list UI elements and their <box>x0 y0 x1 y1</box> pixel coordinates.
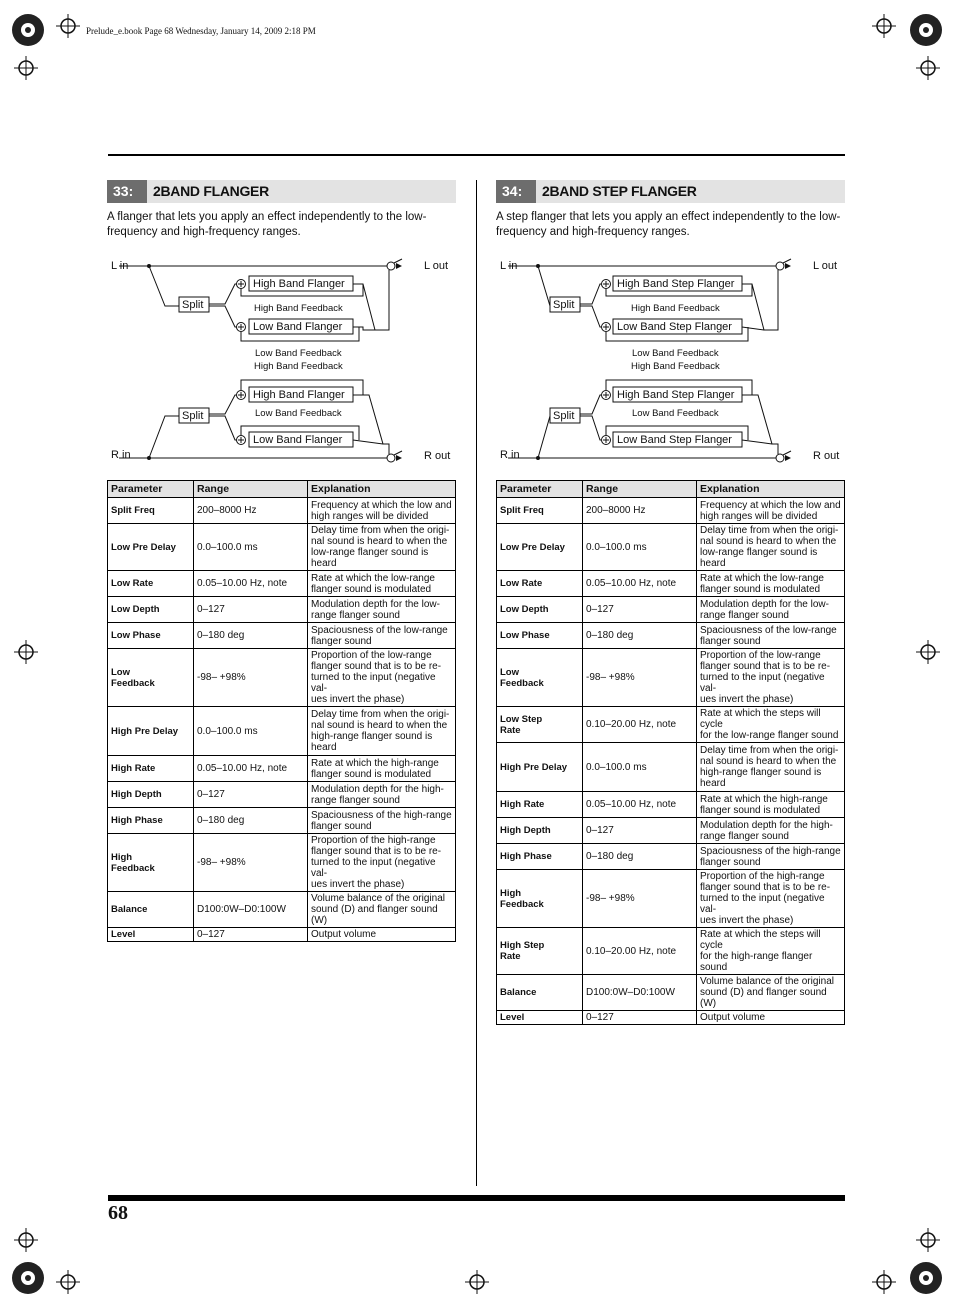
table-row <box>108 928 456 942</box>
param-name: Low Step Rate <box>497 707 583 743</box>
section-title: 2BAND STEP FLANGER <box>542 183 697 199</box>
signal-flow-diagram <box>496 256 845 476</box>
table-row <box>108 834 456 892</box>
param-name: Low Pre Delay <box>497 524 583 571</box>
low-band-block: Low Band Flanger <box>253 321 343 333</box>
param-explanation: Proportion of the high-range flanger sound that is to be re- turned to the input (negative val- ues invert the phase) <box>308 834 456 892</box>
table-row <box>497 743 845 792</box>
crosshair-icon <box>916 640 940 664</box>
table-row <box>108 707 456 756</box>
r-in-label: R in <box>111 449 131 461</box>
param-explanation: Modulation depth for the high- range flanger sound <box>697 818 845 844</box>
param-range: 0.05–10.00 Hz, note <box>194 571 308 597</box>
split-block: Split <box>182 299 204 311</box>
crosshair-icon <box>916 56 940 80</box>
section-intro: A step flanger that lets you apply an effect independently to the low-frequency and high-frequency ranges. <box>496 211 841 238</box>
param-explanation: Delay time from when the origi- nal sound is heard to when the low-range flanger sound is heard <box>308 524 456 571</box>
col-header-range: Range <box>194 481 308 498</box>
table-row <box>497 870 845 928</box>
param-range: -98– +98% <box>583 870 697 928</box>
crosshair-icon <box>916 1228 940 1252</box>
table-row <box>108 649 456 707</box>
signal-flow-diagram <box>107 256 456 476</box>
table-row <box>497 792 845 818</box>
param-name: High Rate <box>108 756 194 782</box>
param-explanation: Output volume <box>308 928 456 942</box>
param-explanation: Spaciousness of the low-range flanger sound <box>697 623 845 649</box>
param-range: 200–8000 Hz <box>583 498 697 524</box>
param-name: Split Freq <box>497 498 583 524</box>
print-header: Prelude_e.book Page 68 Wednesday, January 14, 2009 2:18 PM <box>86 26 316 36</box>
section-2band-flanger <box>107 180 456 940</box>
param-name: Balance <box>108 892 194 928</box>
crosshair-icon <box>872 1270 896 1294</box>
low-band-block: Low Band Step Flanger <box>617 321 732 333</box>
col-header-explanation: Explanation <box>697 481 845 498</box>
param-explanation: Proportion of the low-range flanger sound that is to be re- turned to the input (negative val- ues invert the phase) <box>308 649 456 707</box>
param-name: High Phase <box>108 808 194 834</box>
l-out-label: L out <box>813 260 838 272</box>
registration-mark-icon <box>8 10 48 50</box>
column-divider <box>476 180 477 1186</box>
param-explanation: Modulation depth for the low- range flanger sound <box>308 597 456 623</box>
split-block: Split <box>553 299 575 311</box>
table-row <box>108 756 456 782</box>
table-row <box>108 524 456 571</box>
param-name: Low Depth <box>108 597 194 623</box>
col-header-range: Range <box>583 481 697 498</box>
param-explanation: Frequency at which the low and high ranges will be divided <box>308 498 456 524</box>
param-explanation: Modulation depth for the low- range flanger sound <box>697 597 845 623</box>
parameter-table <box>496 480 845 1025</box>
param-range: 200–8000 Hz <box>194 498 308 524</box>
split-block: Split <box>182 410 204 422</box>
table-row <box>497 818 845 844</box>
param-range: -98– +98% <box>194 649 308 707</box>
high-feedback-label: High Band Feedback <box>254 303 343 314</box>
param-name: Low Rate <box>497 571 583 597</box>
parameter-table <box>107 480 456 942</box>
table-row <box>108 808 456 834</box>
table-row <box>108 892 456 928</box>
col-header-parameter: Parameter <box>108 481 194 498</box>
param-explanation: Volume balance of the original sound (D) and flanger sound (W) <box>308 892 456 928</box>
param-name: Split Freq <box>108 498 194 524</box>
param-explanation: Modulation depth for the high- range flanger sound <box>308 782 456 808</box>
param-explanation: Rate at which the high-range flanger sound is modulated <box>697 792 845 818</box>
param-name: High Depth <box>108 782 194 808</box>
col-header-explanation: Explanation <box>308 481 456 498</box>
param-name: High Feedback <box>108 834 194 892</box>
table-row <box>497 571 845 597</box>
param-explanation: Output volume <box>697 1011 845 1025</box>
param-explanation: Delay time from when the origi- nal sound is heard to when the high-range flanger sound is heard <box>697 743 845 792</box>
param-explanation: Spaciousness of the high-range flanger sound <box>697 844 845 870</box>
crosshair-icon <box>14 56 38 80</box>
crosshair-icon <box>56 1270 80 1294</box>
low-feedback-label: Low Band Feedback <box>255 408 342 419</box>
param-range: 0–127 <box>194 597 308 623</box>
low-feedback-label: Low Band Feedback <box>632 408 719 419</box>
low-feedback-label: Low Band Feedback <box>632 348 719 359</box>
crosshair-icon <box>56 14 80 38</box>
param-name: Low Pre Delay <box>108 524 194 571</box>
section-intro: A flanger that lets you apply an effect independently to the low-frequency and high-frequency ranges. <box>107 211 427 238</box>
high-feedback-label: High Band Feedback <box>631 361 720 372</box>
registration-mark-icon <box>906 1258 946 1298</box>
param-explanation: Volume balance of the original sound (D) and flanger sound (W) <box>697 975 845 1011</box>
l-in-label: L in <box>111 260 129 272</box>
table-row <box>108 782 456 808</box>
top-rule <box>108 154 845 156</box>
param-range: 0–127 <box>194 928 308 942</box>
l-out-label: L out <box>424 260 449 272</box>
registration-mark-icon <box>906 10 946 50</box>
r-in-label: R in <box>500 449 520 461</box>
table-row <box>497 623 845 649</box>
param-range: 0.05–10.00 Hz, note <box>194 756 308 782</box>
param-range: 0.0–100.0 ms <box>583 524 697 571</box>
param-range: 0–127 <box>194 782 308 808</box>
registration-mark-icon <box>8 1258 48 1298</box>
table-row <box>497 928 845 975</box>
crosshair-icon <box>465 1270 489 1294</box>
section-number: 34: <box>496 180 536 203</box>
section-title: 2BAND FLANGER <box>153 183 269 199</box>
param-explanation: Spaciousness of the high-range flanger sound <box>308 808 456 834</box>
param-range: 0.05–10.00 Hz, note <box>583 571 697 597</box>
page-number: 68 <box>108 1202 128 1224</box>
table-row <box>497 844 845 870</box>
table-row <box>108 571 456 597</box>
crosshair-icon <box>872 14 896 38</box>
table-row <box>497 649 845 707</box>
section-header <box>496 180 845 203</box>
param-range: D100:0W–D0:100W <box>583 975 697 1011</box>
param-name: Low Depth <box>497 597 583 623</box>
param-name: High Pre Delay <box>497 743 583 792</box>
r-out-label: R out <box>424 450 451 462</box>
param-explanation: Rate at which the low-range flanger sound is modulated <box>308 571 456 597</box>
low-feedback-label: Low Band Feedback <box>255 348 342 359</box>
param-explanation: Delay time from when the origi- nal sound is heard to when the low-range flanger sound is heard <box>697 524 845 571</box>
param-name: Low Rate <box>108 571 194 597</box>
param-range: 0–180 deg <box>583 623 697 649</box>
high-feedback-label: High Band Feedback <box>254 361 343 372</box>
section-2band-step-flanger <box>496 180 845 1023</box>
param-range: -98– +98% <box>194 834 308 892</box>
param-range: 0–127 <box>583 818 697 844</box>
param-name: High Pre Delay <box>108 707 194 756</box>
r-out-label: R out <box>813 450 840 462</box>
param-range: 0–180 deg <box>583 844 697 870</box>
param-name: High Depth <box>497 818 583 844</box>
table-row <box>497 707 845 743</box>
high-band-block: High Band Flanger <box>253 389 345 401</box>
param-name: Balance <box>497 975 583 1011</box>
param-name: Low Feedback <box>497 649 583 707</box>
param-explanation: Rate at which the steps will cycle for the high-range flanger sound <box>697 928 845 975</box>
param-range: 0.0–100.0 ms <box>194 707 308 756</box>
param-name: Level <box>497 1011 583 1025</box>
param-range: D100:0W–D0:100W <box>194 892 308 928</box>
table-row <box>497 1011 845 1025</box>
param-range: 0–127 <box>583 1011 697 1025</box>
param-explanation: Rate at which the high-range flanger sound is modulated <box>308 756 456 782</box>
param-name: High Phase <box>497 844 583 870</box>
low-band-block: Low Band Flanger <box>253 434 343 446</box>
crosshair-icon <box>14 640 38 664</box>
low-band-block: Low Band Step Flanger <box>617 434 732 446</box>
table-row <box>108 498 456 524</box>
param-range: 0.05–10.00 Hz, note <box>583 792 697 818</box>
param-range: -98– +98% <box>583 649 697 707</box>
param-range: 0.0–100.0 ms <box>583 743 697 792</box>
param-range: 0–180 deg <box>194 623 308 649</box>
l-in-label: L in <box>500 260 518 272</box>
col-header-parameter: Parameter <box>497 481 583 498</box>
table-row <box>497 597 845 623</box>
high-feedback-label: High Band Feedback <box>631 303 720 314</box>
param-explanation: Rate at which the low-range flanger sound is modulated <box>697 571 845 597</box>
param-range: 0.0–100.0 ms <box>194 524 308 571</box>
high-band-block: High Band Flanger <box>253 278 345 290</box>
param-explanation: Delay time from when the origi- nal sound is heard to when the high-range flanger sound is heard <box>308 707 456 756</box>
param-name: Low Feedback <box>108 649 194 707</box>
param-range: 0.10–20.00 Hz, note <box>583 928 697 975</box>
table-row <box>497 524 845 571</box>
split-block: Split <box>553 410 575 422</box>
signal-flow-svg <box>107 256 456 476</box>
param-range: 0–127 <box>583 597 697 623</box>
param-name: High Step Rate <box>497 928 583 975</box>
table-row <box>108 597 456 623</box>
bottom-rule <box>108 1195 845 1201</box>
param-range: 0.10–20.00 Hz, note <box>583 707 697 743</box>
param-explanation: Frequency at which the low and high ranges will be divided <box>697 498 845 524</box>
table-row <box>497 975 845 1011</box>
table-row <box>108 623 456 649</box>
crosshair-icon <box>14 1228 38 1252</box>
high-band-block: High Band Step Flanger <box>617 389 735 401</box>
high-band-block: High Band Step Flanger <box>617 278 735 290</box>
param-name: Low Phase <box>108 623 194 649</box>
param-explanation: Rate at which the steps will cycle for the low-range flanger sound <box>697 707 845 743</box>
param-name: Level <box>108 928 194 942</box>
param-explanation: Proportion of the low-range flanger sound that is to be re- turned to the input (negative val- ues invert the phase) <box>697 649 845 707</box>
param-range: 0–180 deg <box>194 808 308 834</box>
param-name: High Feedback <box>497 870 583 928</box>
param-explanation: Proportion of the high-range flanger sound that is to be re- turned to the input (negative val- ues invert the phase) <box>697 870 845 928</box>
signal-flow-svg <box>496 256 845 476</box>
section-number: 33: <box>107 180 147 203</box>
param-explanation: Spaciousness of the low-range flanger sound <box>308 623 456 649</box>
param-name: Low Phase <box>497 623 583 649</box>
section-header <box>107 180 456 203</box>
param-name: High Rate <box>497 792 583 818</box>
table-row <box>497 498 845 524</box>
